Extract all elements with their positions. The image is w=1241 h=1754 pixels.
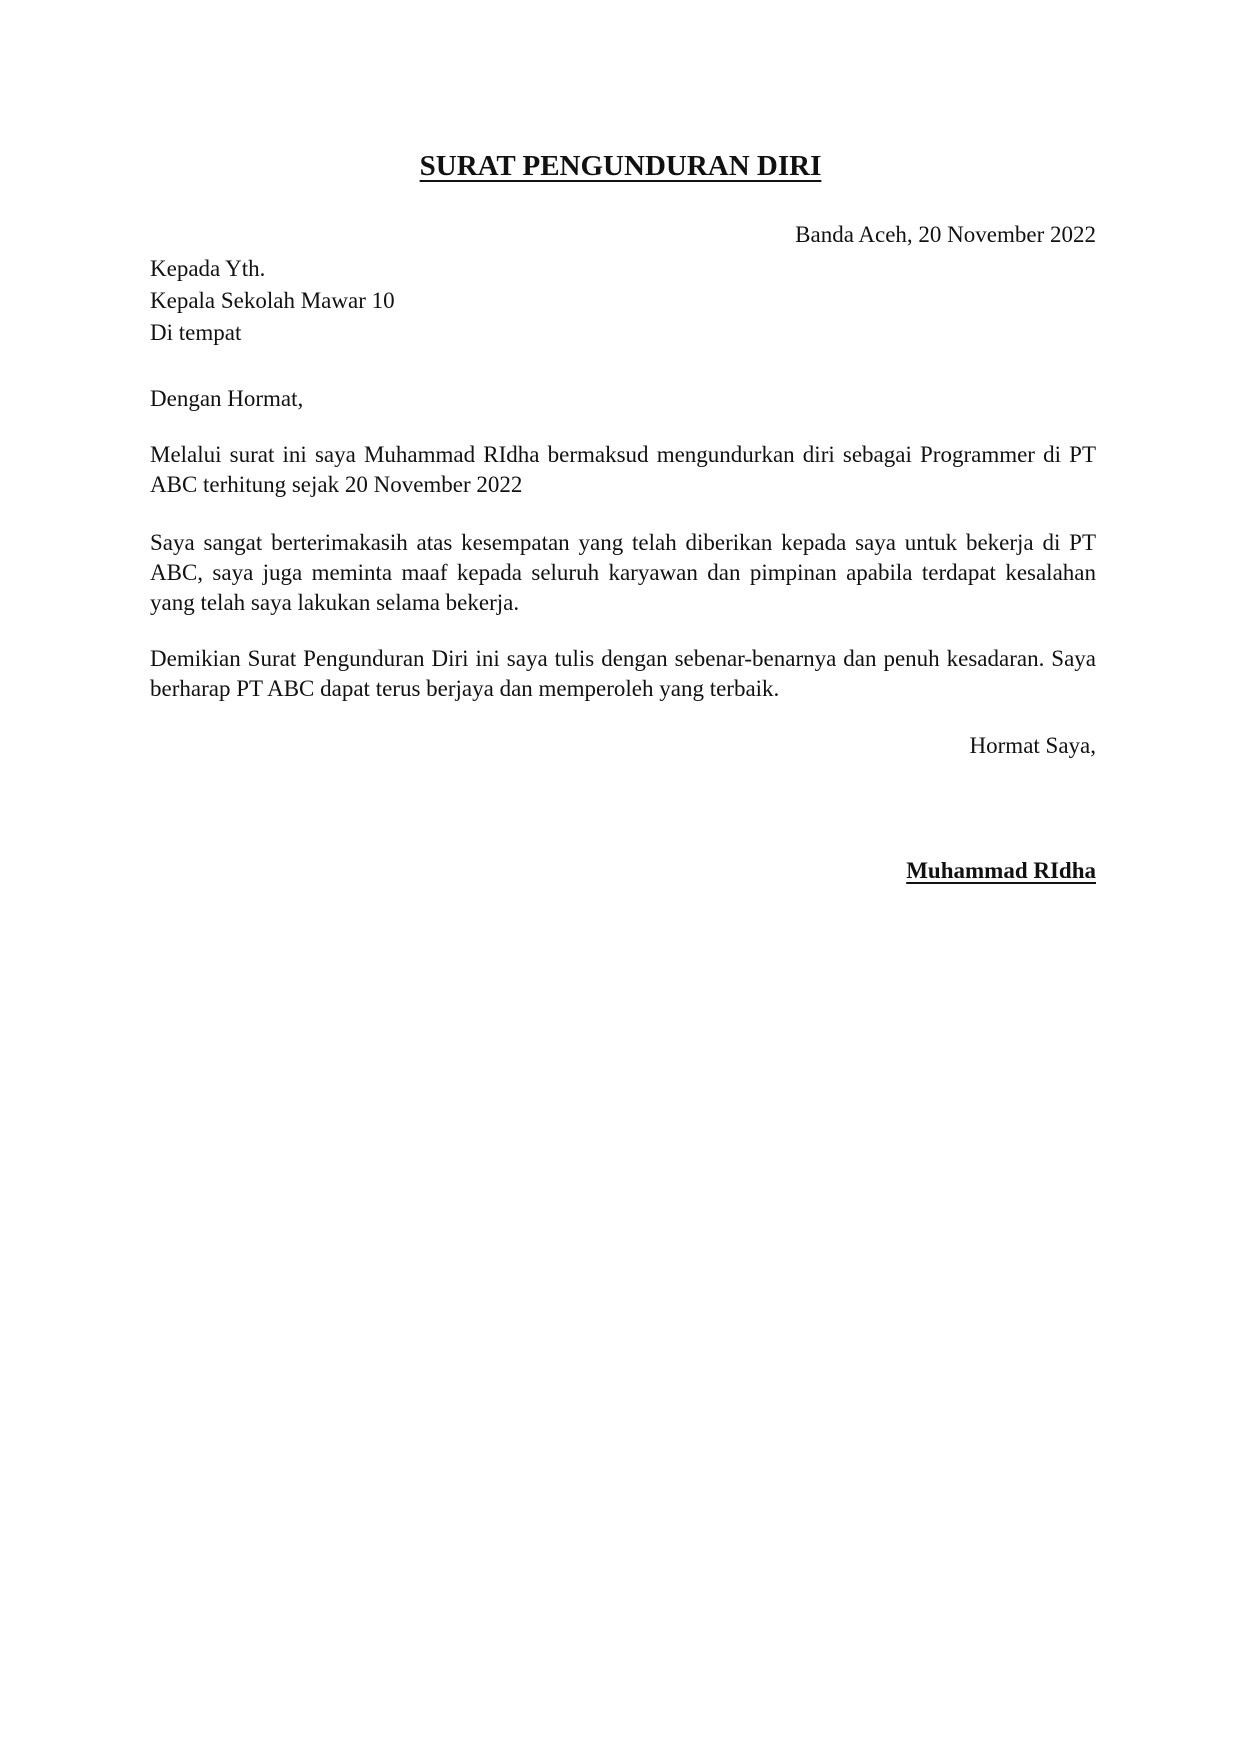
- title-text: SURAT PENGUNDURAN DIRI: [419, 150, 822, 182]
- recipient-line-2: Kepala Sekolah Mawar 10: [150, 288, 395, 313]
- paragraph-3: Demikian Surat Pengunduran Diri ini saya tulis dengan sebenar-benarnya dan penuh kesadaran. Saya berharap PT ABC dapat terus berjaya dan memperoleh yang terbaik.: [150, 646, 1096, 701]
- recipient-line-3: Di tempat: [150, 320, 242, 345]
- signature-name: Muhammad RIdha: [906, 858, 1096, 883]
- paragraph-2: Saya sangat berterimakasih atas kesempatan yang telah diberikan kepada saya untuk bekerja di PT ABC, saya juga meminta maaf kepada seluruh karyawan dan pimpinan apabila terdapat kesalahan yang telah saya lakukan selama bekerja.: [150, 530, 1096, 615]
- letter-title: [0, 150, 1241, 183]
- recipient-line-1: Kepada Yth.: [150, 256, 266, 281]
- paragraph-1: Melalui surat ini saya Muhammad RIdha bermaksud mengundurkan diri sebagai Programmer di PT ABC terhitung sejak 20 November 2022: [150, 442, 1096, 497]
- closing: Hormat Saya,: [969, 733, 1096, 758]
- place-date: Banda Aceh, 20 November 2022: [795, 222, 1096, 247]
- salutation: Dengan Hormat,: [150, 386, 304, 411]
